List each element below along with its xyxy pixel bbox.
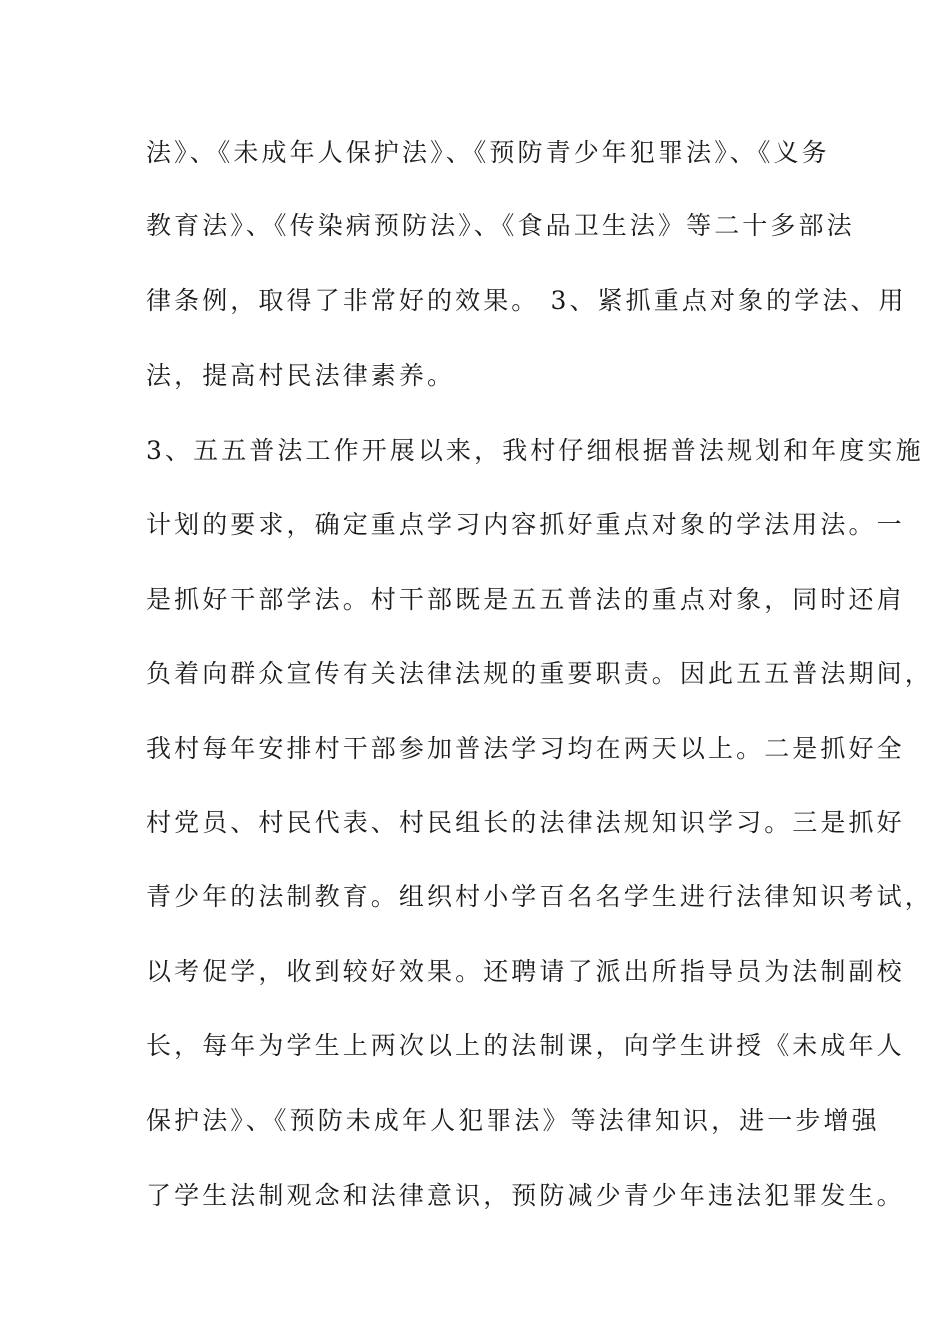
text-line: 法》、《未成年人保护法》、《预防青少年犯罪法》、《义务: [146, 138, 830, 167]
text-line: 法，提高村民法律素养。: [146, 361, 456, 390]
text-line: 是抓好干部学法。村干部既是五五普法的重点对象，同时还肩: [146, 585, 905, 614]
text-line: 以考促学，收到较好效果。还聘请了派出所指导员为法制副校: [146, 957, 905, 986]
text-line: 了学生法制观念和法律意识，预防减少青少年违法犯罪发生。: [146, 1181, 905, 1210]
text-line: 计划的要求，确定重点学习内容抓好重点对象的学法用法。一: [146, 510, 905, 539]
text-line: 律条例，取得了非常好的效果。 3、紧抓重点对象的学法、用: [146, 286, 907, 315]
text-line: 教育法》、《传染病预防法》、《食品卫生法》等二十多部法: [146, 211, 855, 240]
text-line: 长，每年为学生上两次以上的法制课，向学生讲授《未成年人: [146, 1031, 905, 1060]
text-line: 青少年的法制教育。组织村小学百名名学生进行法律知识考试，: [146, 882, 933, 911]
text-line: 保护法》、《预防未成年人犯罪法》等法律知识，进一步增强: [146, 1106, 880, 1135]
text-line: 3、五五普法工作开展以来，我村仔细根据普法规划和年度实施: [146, 436, 924, 465]
text-line: 我村每年安排村干部参加普法学习均在两天以上。二是抓好全: [146, 734, 905, 763]
text-line: 村党员、村民代表、村民组长的法律法规知识学习。三是抓好: [146, 808, 905, 837]
text-line: 负着向群众宣传有关法律法规的重要职责。因此五五普法期间，: [146, 659, 933, 688]
